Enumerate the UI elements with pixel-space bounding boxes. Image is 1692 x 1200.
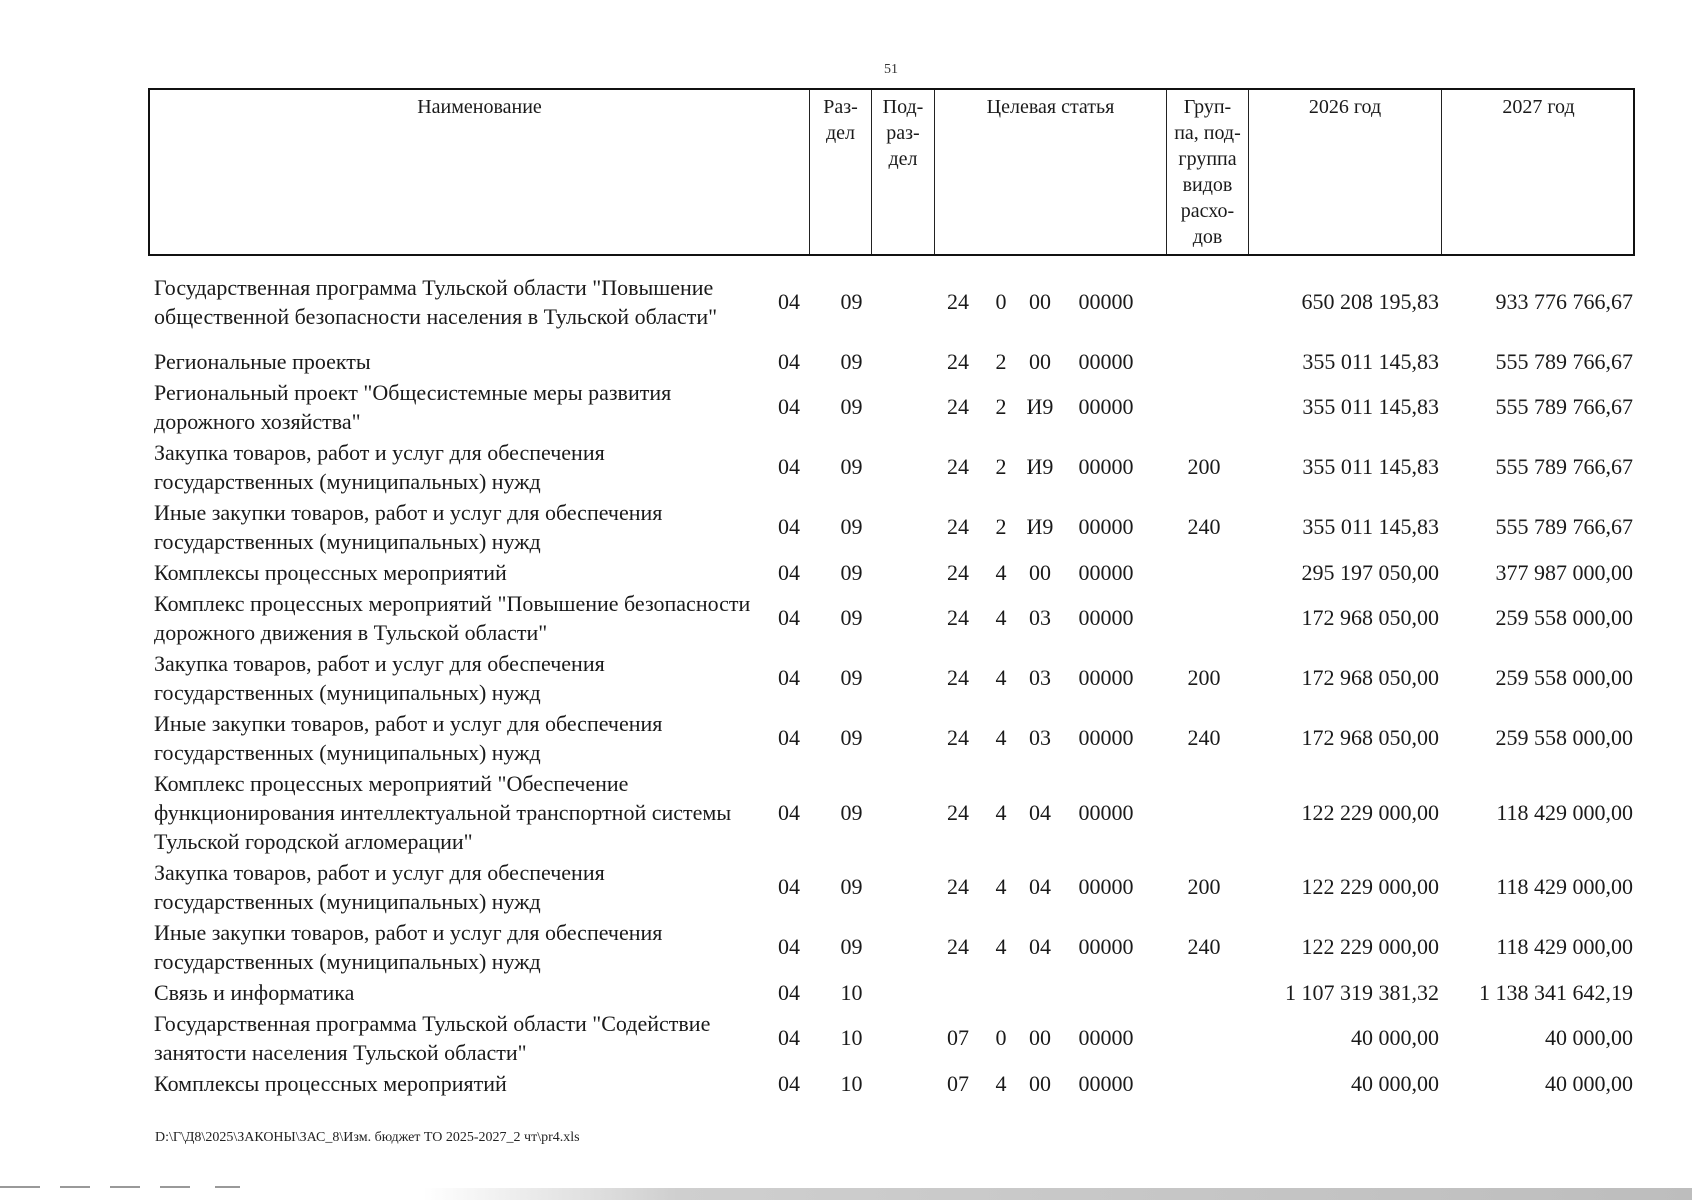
table-row [148,1008,1635,1068]
target-program-cell: 24 [947,289,969,314]
amount-2026-cell: 355 011 145,83 [1302,394,1439,419]
target-element-cell: 03 [1029,665,1051,690]
razdel-cell: 04 [778,514,800,539]
razdel-cell: 04 [778,1025,800,1050]
row-name-line: Закупка товаров, работ и услуг для обеспечения [154,860,605,885]
razdel-cell: 04 [778,979,800,1005]
target-direction-cell: 00000 [1078,725,1134,750]
expense-group-cell [1173,377,1235,437]
target-direction-cell: 00000 [1078,454,1134,479]
target-direction-cell: 00000 [1078,394,1134,419]
target-program-cell: 24 [947,934,969,959]
amount-2026-cell: 355 011 145,83 [1302,514,1439,539]
razdel-cell: 04 [778,289,800,314]
row-name-line: дорожного хозяйства" [154,409,361,434]
header-name [150,90,809,254]
header-line: дов [1192,226,1223,248]
header-line: группа [1178,148,1237,170]
header-line: расхо- [1180,200,1235,222]
target-type-cell: 2 [995,348,1007,374]
target-program-cell [938,977,978,1008]
row-name-line: Региональный проект "Общесистемные меры развития [154,380,672,405]
table-row [148,272,1635,332]
header-line: па, под- [1174,122,1241,144]
podrazdel-cell: 10 [840,1025,863,1050]
amount-2027-cell: 555 789 766,67 [1495,514,1633,539]
target-type-cell: 4 [995,799,1007,825]
table-row [148,588,1635,648]
target-direction-cell: 00000 [1078,874,1134,899]
amount-2027-cell: 933 776 766,67 [1495,289,1633,314]
expense-group-cell [1173,1068,1235,1099]
amount-2027-cell: 555 789 766,67 [1495,394,1633,419]
expense-group-cell [1173,588,1235,648]
target-direction-cell: 00000 [1078,559,1134,585]
amount-2026-cell: 355 011 145,83 [1302,454,1439,479]
target-type-cell: 4 [995,725,1007,750]
row-name-line: государственных (муниципальных) нужд [154,680,541,705]
target-direction-cell [1066,977,1146,1008]
row-name-cell [154,648,804,708]
target-direction-cell: 00000 [1078,934,1134,959]
target-type-cell: 0 [995,1025,1007,1050]
row-name-line: Связь и информатика [154,980,355,1005]
target-element-cell: 00 [1029,348,1051,374]
amount-2026-cell: 172 968 050,00 [1301,725,1439,750]
header-line: Наименование [417,96,542,118]
row-name-line: Иные закупки товаров, работ и услуг для обеспечения [154,920,663,945]
amount-2027-cell: 1 138 341 642,19 [1479,979,1633,1005]
target-program-cell: 24 [947,394,969,419]
amount-2027-cell: 118 429 000,00 [1496,934,1633,959]
row-name-line: Иные закупки товаров, работ и услуг для обеспечения [154,500,663,525]
header-2027 [1441,90,1635,254]
table-row [148,708,1635,768]
expense-group-cell [1173,557,1235,588]
razdel-cell: 04 [778,348,800,374]
target-program-cell: 24 [947,874,969,899]
table-row [148,977,1635,1008]
target-element-cell: И9 [1026,514,1054,539]
expense-group-cell [1173,977,1235,1008]
target-direction-cell: 00000 [1078,514,1134,539]
target-element-cell: 04 [1029,799,1051,825]
table-row [148,437,1635,497]
row-name-cell [154,557,804,588]
razdel-cell: 04 [778,605,800,630]
podrazdel-cell: 09 [840,394,863,419]
target-type-cell: 4 [995,874,1007,899]
row-name-cell [154,377,804,437]
row-name-cell [154,768,804,857]
header-target-article [934,90,1166,254]
target-program-cell: 24 [947,799,969,825]
amount-2027-cell: 555 789 766,67 [1495,348,1633,374]
razdel-cell: 04 [778,394,800,419]
table-row [148,917,1635,977]
target-direction-cell: 00000 [1078,799,1134,825]
row-name-cell [154,272,804,332]
target-element-cell: 03 [1029,725,1051,750]
header-line: Раз- [823,96,858,118]
row-name-line: Закупка товаров, работ и услуг для обеспечения [154,440,605,465]
amount-2027-cell: 377 987 000,00 [1495,559,1633,585]
target-type-cell: 4 [995,934,1007,959]
amount-2026-cell: 355 011 145,83 [1302,348,1439,374]
expense-group-cell [1173,272,1235,332]
header-line: дел [888,148,918,170]
table-row [148,768,1635,857]
header-line: раз- [886,122,920,144]
header-line: Под- [882,96,924,118]
row-name-cell [154,977,804,1008]
row-name-line: Комплексы процессных мероприятий [154,560,507,585]
row-name-cell [154,437,804,497]
razdel-cell: 04 [778,665,800,690]
table-row [148,857,1635,917]
file-path-footer: D:\Г\Д8\2025\ЗАКОНЫ\ЗАС_8\Изм. бюджет ТО 2025-2027_2 чт\pr4.xls [155,1130,580,1145]
expense-group-cell: 240 [1187,514,1221,539]
podrazdel-cell: 10 [840,979,863,1005]
podrazdel-cell: 09 [840,874,863,899]
row-name-cell [154,917,804,977]
razdel-cell: 04 [778,874,800,899]
row-name-line: Иные закупки товаров, работ и услуг для обеспечения [154,711,663,736]
target-direction-cell: 00000 [1078,348,1134,374]
table-row [148,1068,1635,1099]
row-name-line: Государственная программа Тульской области "Содействие [154,1011,711,1036]
row-name-line: дорожного движения в Тульской области" [154,620,548,645]
target-element-cell: 04 [1029,874,1051,899]
target-program-cell: 24 [947,725,969,750]
row-name-line: Тульской городской агломерации" [154,829,473,854]
header-line: дел [825,122,856,144]
table-row [148,497,1635,557]
amount-2026-cell: 40 000,00 [1351,1070,1439,1096]
table-row [148,377,1635,437]
scan-edge-strip [0,1188,1692,1200]
header-line: Груп- [1183,96,1232,118]
target-element-cell [1018,977,1062,1008]
amount-2027-cell: 118 429 000,00 [1496,874,1633,899]
header-line: 2026 год [1308,96,1382,118]
target-element-cell: И9 [1026,394,1054,419]
target-type-cell: 2 [995,454,1007,479]
amount-2026-cell: 172 968 050,00 [1301,665,1439,690]
table-header [148,88,1635,256]
row-name-line: Комплекс процессных мероприятий "Повышение безопасности [154,591,751,616]
row-name-cell [154,497,804,557]
target-type-cell: 2 [995,394,1007,419]
target-type-cell: 4 [995,665,1007,690]
row-name-line: государственных (муниципальных) нужд [154,469,541,494]
header-line: Целевая статья [986,96,1115,118]
target-direction-cell: 00000 [1078,1025,1134,1050]
row-name-cell [154,708,804,768]
target-program-cell: 07 [947,1025,969,1050]
amount-2027-cell: 259 558 000,00 [1495,725,1633,750]
target-program-cell: 24 [947,514,969,539]
header-line: видов [1182,174,1233,196]
target-direction-cell: 00000 [1078,289,1134,314]
amount-2026-cell: 40 000,00 [1351,1025,1439,1050]
podrazdel-cell: 10 [840,1070,863,1096]
amount-2026-cell: 172 968 050,00 [1301,605,1439,630]
razdel-cell: 04 [778,799,800,825]
target-element-cell: 04 [1029,934,1051,959]
row-name-cell [154,346,804,377]
target-program-cell: 07 [947,1070,969,1096]
podrazdel-cell: 09 [840,725,863,750]
expense-group-cell: 200 [1187,454,1221,479]
row-name-cell [154,1068,804,1099]
target-element-cell: 00 [1029,1025,1051,1050]
header-razdel [809,90,871,254]
amount-2027-cell: 259 558 000,00 [1495,665,1633,690]
target-program-cell: 24 [947,665,969,690]
header-podrazdel [871,90,934,254]
header-line: 2027 год [1502,96,1575,118]
target-element-cell: И9 [1026,454,1054,479]
header-expense-group [1166,90,1248,254]
amount-2026-cell: 650 208 195,83 [1301,289,1439,314]
amount-2026-cell: 1 107 319 381,32 [1285,979,1439,1005]
row-name-line: Региональные проекты [154,349,371,374]
target-direction-cell: 00000 [1078,665,1134,690]
amount-2027-cell: 40 000,00 [1545,1070,1633,1096]
podrazdel-cell: 09 [840,799,863,825]
target-type-cell: 0 [995,289,1007,314]
podrazdel-cell: 09 [840,665,863,690]
row-name-line: Государственная программа Тульской области "Повышение [154,275,714,300]
podrazdel-cell: 09 [840,559,863,585]
expense-group-cell [1173,1008,1235,1068]
row-name-line: государственных (муниципальных) нужд [154,529,541,554]
target-direction-cell: 00000 [1078,1070,1134,1096]
target-type-cell: 4 [995,605,1007,630]
expense-group-cell [1173,768,1235,857]
razdel-cell: 04 [778,725,800,750]
row-name-line: государственных (муниципальных) нужд [154,889,541,914]
amount-2027-cell: 118 429 000,00 [1496,799,1633,825]
expense-group-cell: 240 [1187,934,1221,959]
expense-group-cell: 200 [1187,874,1221,899]
row-name-line: государственных (муниципальных) нужд [154,949,541,974]
podrazdel-cell: 09 [840,514,863,539]
podrazdel-cell: 09 [840,289,863,314]
amount-2026-cell: 122 229 000,00 [1301,874,1439,899]
razdel-cell: 04 [778,934,800,959]
expense-group-cell [1173,346,1235,377]
row-name-cell [154,1008,804,1068]
target-program-cell: 24 [947,605,969,630]
amount-2026-cell: 295 197 050,00 [1301,559,1439,585]
expense-group-cell: 200 [1187,665,1221,690]
razdel-cell: 04 [778,559,800,585]
podrazdel-cell: 09 [840,605,863,630]
target-element-cell: 00 [1029,559,1051,585]
row-name-line: государственных (муниципальных) нужд [154,740,541,765]
target-type-cell: 4 [995,1070,1007,1096]
razdel-cell: 04 [778,1070,800,1096]
amount-2026-cell: 122 229 000,00 [1301,934,1439,959]
amount-2027-cell: 40 000,00 [1545,1025,1633,1050]
table-row [148,648,1635,708]
amount-2027-cell: 259 558 000,00 [1495,605,1633,630]
header-2026 [1248,90,1441,254]
amount-2026-cell: 122 229 000,00 [1301,799,1439,825]
row-name-cell [154,857,804,917]
target-program-cell: 24 [947,559,969,585]
podrazdel-cell: 09 [840,348,863,374]
row-name-line: Комплекс процессных мероприятий "Обеспечение [154,771,629,796]
target-element-cell: 00 [1029,289,1051,314]
target-type-cell: 2 [995,514,1007,539]
row-name-line: Закупка товаров, работ и услуг для обеспечения [154,651,605,676]
target-type-cell: 4 [995,559,1007,585]
podrazdel-cell: 09 [840,934,863,959]
table-row [148,346,1635,377]
target-element-cell: 03 [1029,605,1051,630]
podrazdel-cell: 09 [840,454,863,479]
target-program-cell: 24 [947,348,969,374]
row-name-line: Комплексы процессных мероприятий [154,1071,507,1096]
target-element-cell: 00 [1029,1070,1051,1096]
target-type-cell [986,977,1016,1008]
amount-2027-cell: 555 789 766,67 [1495,454,1633,479]
row-name-line: занятости населения Тульской области" [154,1040,527,1065]
table-row [148,557,1635,588]
row-name-line: общественной безопасности населения в Тульской области" [154,304,718,329]
row-name-cell [154,588,804,648]
razdel-cell: 04 [778,454,800,479]
row-name-line: функционирования интеллектуальной транспортной системы [154,800,732,825]
page-number: 51 [884,62,898,77]
expense-group-cell: 240 [1187,725,1221,750]
target-program-cell: 24 [947,454,969,479]
target-direction-cell: 00000 [1078,605,1134,630]
